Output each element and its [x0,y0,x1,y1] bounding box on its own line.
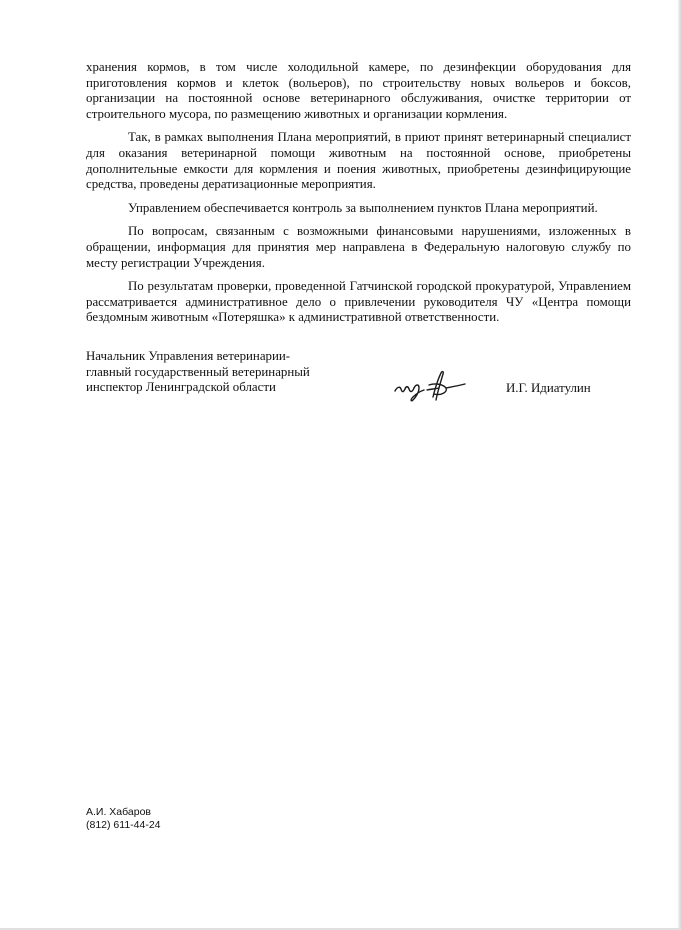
signatory-position-line: Начальник Управления ветеринарии- [86,349,291,363]
signatory-position [86,349,356,396]
signatory-position-line: инспектор Ленинградской области [86,380,276,395]
letter-body [86,60,631,334]
handwritten-signature-icon [391,367,471,403]
signatory-name: И.Г. Идиатулин [506,381,591,395]
executor-info [86,806,161,832]
paragraph-measures-continuation: хранения кормов, в том числе холодильной камере, по дезинфекции оборудования для приготовления кормов и клеток (вольеров), по строительству новых вольеров и боксов, организации на постоянной основе ветеринарного обслуживания, очистке территории от строительного мусора, по размещению животных и организации кормления. [86,60,631,121]
paragraph-plan-control: Управлением обеспечивается контроль за выполнением пунктов Плана мероприятий. [128,200,598,215]
executor-phone: (812) 611-44-24 [86,819,161,831]
signatory-position-line: главный государственный ветеринарный [86,364,310,379]
executor-name: А.И. Хабаров [86,806,152,818]
paragraph-plan-implementation: Так, в рамках выполнения Плана мероприятий, в приют принят ветеринарный специалист для оказания ветеринарной помощи животным на постоянной основе, приобретены дополнительные емкости для кормления и поения животных, приобретены дезинфицирующие средства, проведены дератизационные мероприятия. [86,130,631,192]
paragraph-financial-violations: По вопросам, связанным с возможными финансовыми нарушениями, изложенных в обращении, информация для принятия мер направлена в Федеральную налоговую службу по месту регистрации Учреждения. [86,224,631,270]
paragraph-prosecutor-check: По результатам проверки, проведенной Гатчинской городской прокуратурой, Управлением рассматривается административное дело о привлечении руководителя ЧУ «Центра помощи бездомным животным «Потеряшка» к административной ответственности. [86,279,631,325]
signature-block [86,349,631,409]
